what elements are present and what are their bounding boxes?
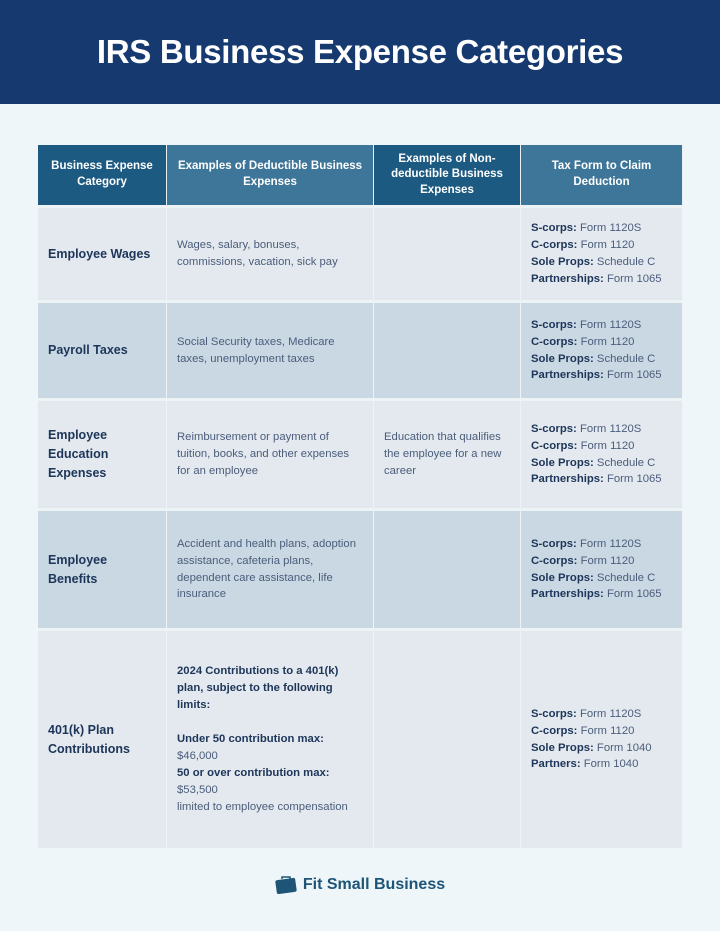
category-label: Employee Wages — [48, 246, 151, 261]
under50-value: $46,000 — [177, 749, 218, 762]
page-title: IRS Business Expense Categories — [96, 33, 624, 70]
entity-type: C-corps: — [531, 439, 578, 452]
form-name: Form 1120 — [577, 554, 635, 567]
header-deductible: Examples of Deductible Business Expenses — [167, 145, 374, 205]
entity-type: S-corps: — [531, 707, 577, 720]
tax-form-cell — [521, 398, 683, 508]
tax-form-line — [531, 553, 672, 570]
form-name: Form 1120S — [576, 318, 642, 331]
form-name: Form 1120S — [576, 707, 642, 720]
nondeductible-cell — [374, 398, 521, 508]
form-name: Form 1120 — [577, 439, 635, 452]
nondeductible-cell — [374, 300, 521, 398]
nondeductible-cell — [374, 508, 521, 628]
nondeductible-cell — [374, 205, 521, 300]
contribution-intro: 2024 Contributions to a 401(k) plan, subject to the following limits: — [177, 665, 339, 712]
briefcase-icon — [275, 876, 297, 894]
entity-type: Sole Props: — [531, 741, 594, 754]
entity-type: Partnerships: — [531, 272, 604, 285]
tax-form-line — [531, 740, 672, 757]
category-cell — [38, 205, 167, 300]
category-label: Employee Benefits — [48, 552, 108, 586]
deductible-text: Reimbursement or payment of tuition, books, and other expenses for an employee — [177, 431, 350, 477]
deductible-cell — [167, 300, 374, 398]
form-name: Schedule C — [593, 456, 656, 469]
tax-form-line — [531, 237, 672, 254]
deductible-cell — [167, 398, 374, 508]
form-name: Form 1065 — [603, 272, 662, 285]
category-label: Payroll Taxes — [48, 343, 128, 358]
deductible-text: Accident and health plans, adoption assistance, cafeteria plans, dependent care assistance, life insurance — [177, 537, 357, 601]
nondeductible-text: Education that qualifies the employee for a new career — [384, 431, 502, 477]
entity-type: Sole Props: — [531, 571, 594, 584]
entity-type: S-corps: — [531, 422, 577, 435]
tax-form-line — [531, 570, 672, 587]
expense-table — [38, 145, 683, 848]
form-name: Form 1120S — [576, 537, 642, 550]
entity-type: Partnerships: — [531, 588, 604, 601]
footer-logo — [0, 876, 720, 894]
form-name: Form 1065 — [603, 369, 662, 382]
header-category: Business Expense Category — [38, 145, 167, 205]
under50-label: Under 50 contribution max: — [177, 733, 324, 746]
form-name: Form 1065 — [603, 588, 662, 601]
tax-form-line — [531, 334, 672, 351]
deductible-text: Wages, salary, bonuses, commissions, vacation, sick pay — [177, 239, 338, 268]
deductible-cell — [167, 205, 374, 300]
category-cell — [38, 508, 167, 628]
entity-type: Sole Props: — [531, 256, 594, 268]
category-cell — [38, 300, 167, 398]
entity-type: C-corps: — [531, 554, 578, 567]
entity-type: C-corps: — [531, 335, 578, 348]
deductible-cell — [167, 628, 374, 848]
entity-type: Sole Props: — [531, 456, 594, 469]
tax-form-line — [531, 536, 672, 553]
tax-form-line — [531, 756, 672, 773]
tax-form-line — [531, 438, 672, 455]
over50-value: $53,500 — [177, 783, 218, 796]
tax-form-line — [531, 471, 672, 488]
tax-form-line — [531, 455, 672, 472]
category-cell — [38, 398, 167, 508]
entity-type: S-corps: — [531, 537, 577, 550]
entity-type: Partnerships: — [531, 473, 604, 486]
form-name: Form 1120 — [577, 335, 635, 348]
tax-form-cell — [521, 628, 683, 848]
entity-type: S-corps: — [531, 318, 577, 331]
tax-form-line — [531, 254, 672, 271]
tax-form-cell — [521, 508, 683, 628]
entity-type: Partners: — [531, 758, 581, 771]
tax-form-cell — [521, 300, 683, 398]
tax-form-line — [531, 317, 672, 334]
category-cell — [38, 628, 167, 848]
header-nondeductible: Examples of Non-deductible Business Expenses — [374, 145, 521, 205]
over50-label: 50 or over contribution max: — [177, 766, 330, 779]
tax-form-line — [531, 367, 672, 384]
header-tax-form: Tax Form to Claim Deduction — [521, 145, 683, 205]
tax-form-line — [531, 271, 672, 288]
entity-type: Sole Props: — [531, 352, 594, 365]
brand-name: Fit Small Business — [302, 876, 446, 893]
tax-form-line — [531, 351, 672, 368]
entity-type: C-corps: — [531, 724, 578, 737]
form-name: Form 1120 — [577, 724, 635, 737]
form-name: Schedule C — [593, 256, 656, 268]
form-name: Form 1120S — [576, 222, 642, 235]
category-label: Employee Education Expenses — [48, 428, 109, 480]
form-name: Schedule C — [593, 571, 656, 584]
tax-form-line — [531, 723, 672, 740]
entity-type: S-corps: — [531, 222, 577, 235]
tax-form-line — [531, 586, 672, 603]
entity-type: Partnerships: — [531, 369, 604, 382]
deductible-cell — [167, 508, 374, 628]
nondeductible-cell — [374, 628, 521, 848]
spacer — [177, 714, 363, 731]
entity-type: C-corps: — [531, 239, 578, 252]
title-banner — [0, 0, 720, 104]
deductible-text: Social Security taxes, Medicare taxes, unemployment taxes — [177, 335, 335, 365]
form-name: Form 1120 — [577, 239, 635, 252]
form-name: Form 1065 — [603, 473, 662, 486]
form-name: Form 1040 — [593, 741, 652, 754]
contribution-note: limited to employee compensation — [177, 800, 348, 813]
form-name: Schedule C — [593, 352, 656, 365]
tax-form-line — [531, 421, 672, 438]
tax-form-cell — [521, 205, 683, 300]
category-label: 401(k) Plan Contributions — [48, 722, 130, 756]
tax-form-line — [531, 220, 672, 237]
form-name: Form 1040 — [580, 758, 639, 771]
form-name: Form 1120S — [576, 422, 642, 435]
tax-form-line — [531, 706, 672, 723]
